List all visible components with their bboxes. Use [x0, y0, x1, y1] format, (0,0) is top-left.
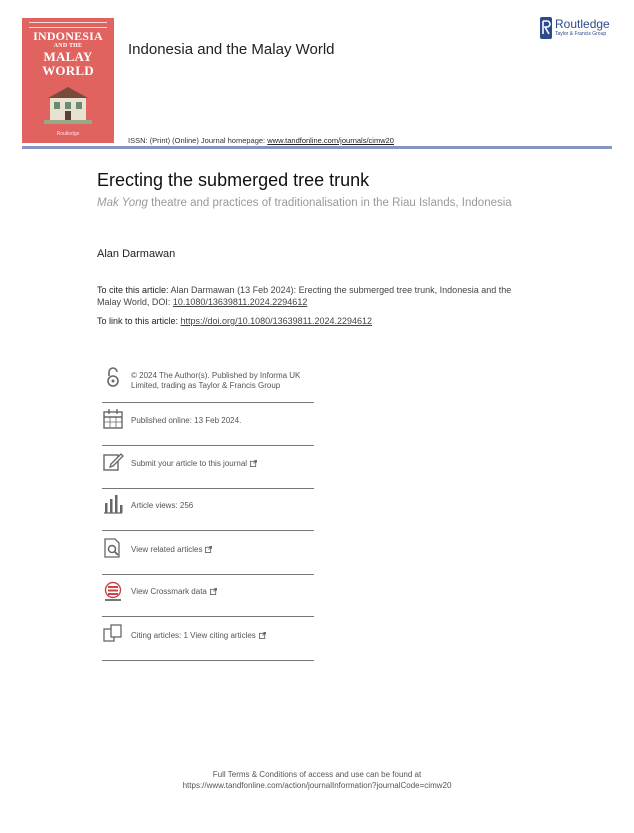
issn-text: ISSN: (Print) (Online) Journal homepage:: [128, 136, 268, 145]
cover-title-line4: WORLD: [42, 63, 94, 78]
subtitle-rest: theatre and practices of traditionalisation in the Riau Islands, Indonesia: [147, 197, 512, 209]
link-block: [97, 316, 372, 326]
search-document-icon: [102, 537, 124, 559]
open-access-lock-icon: [102, 366, 124, 388]
footer-terms: Full Terms & Conditions of access and use can be found at: [212, 770, 422, 779]
cover-strip: [29, 22, 107, 28]
panel-divider: [102, 530, 314, 531]
panel-divider: [102, 402, 314, 403]
citation-block: [97, 284, 517, 308]
cover-house-image: [44, 84, 92, 124]
issn-line: [128, 136, 394, 145]
cite-label: To cite this article:: [97, 285, 169, 295]
published-text: Published online: 13 Feb 2024.: [131, 416, 242, 425]
cite-doi-link[interactable]: 10.1080/13639811.2024.2294612: [172, 297, 308, 307]
cover-title-line2: AND THE: [53, 43, 83, 49]
cover-title-line1: INDONESIA: [33, 29, 103, 43]
journal-cover: [22, 18, 114, 143]
routledge-tagline: Taylor & Francis Group: [555, 31, 607, 37]
panel-divider: [102, 616, 314, 617]
subtitle-italic: Mak Yong: [97, 197, 148, 209]
header-rule: [22, 146, 612, 149]
panel-divider: [102, 445, 314, 446]
views-text: Article views: 256: [131, 501, 194, 510]
copy-documents-icon: [102, 623, 124, 645]
doi-link[interactable]: https://doi.org/10.1080/13639811.2024.2294612: [180, 316, 373, 326]
routledge-logo[interactable]: [539, 16, 619, 42]
crossmark-icon: [102, 581, 124, 603]
cover-title-line3: MALAY: [43, 49, 93, 64]
cite-text: Alan Darmawan (13 Feb 2024): Erecting the submerged tree trunk, Indonesia and the Malay World, DOI:: [97, 285, 512, 307]
external-link-icon: [259, 632, 266, 639]
license-text: © 2024 The Author(s). Published by Informa UK Limited, trading as Taylor & Francis Group: [131, 371, 301, 390]
link-label: To link to this article:: [97, 316, 181, 326]
panel-divider: [102, 488, 314, 489]
routledge-r-icon: [539, 16, 553, 40]
submit-article-link[interactable]: [131, 459, 316, 469]
edit-icon: [102, 451, 124, 473]
journal-homepage-link[interactable]: www.tandfonline.com/journals/cimw20: [267, 136, 394, 145]
calendar-icon: [102, 408, 124, 430]
crossmark-text: View Crossmark data: [131, 587, 207, 596]
panel-divider: [102, 660, 314, 661]
crossmark-link[interactable]: [131, 587, 316, 597]
citing-text: Citing articles: 1 View citing articles: [131, 631, 256, 640]
routledge-name: Routledge: [555, 17, 610, 31]
related-text: View related articles: [131, 545, 203, 554]
external-link-icon: [250, 460, 257, 467]
panel-divider: [102, 574, 314, 575]
article-subtitle: [97, 196, 517, 210]
footer-url[interactable]: https://www.tandfonline.com/action/journalInformation?journalCode=cimw20: [182, 781, 452, 790]
bar-chart-icon: [102, 493, 124, 515]
citing-articles-link[interactable]: [131, 631, 316, 641]
journal-title: Indonesia and the Malay World: [128, 41, 335, 58]
external-link-icon: [205, 546, 212, 553]
submit-text: Submit your article to this journal: [131, 459, 248, 468]
cover-publisher: Routledge: [56, 131, 80, 137]
article-author: Alan Darmawan: [97, 248, 176, 260]
external-link-icon: [210, 588, 217, 595]
related-articles-link[interactable]: [131, 545, 316, 555]
article-title: Erecting the submerged tree trunk: [97, 170, 370, 190]
